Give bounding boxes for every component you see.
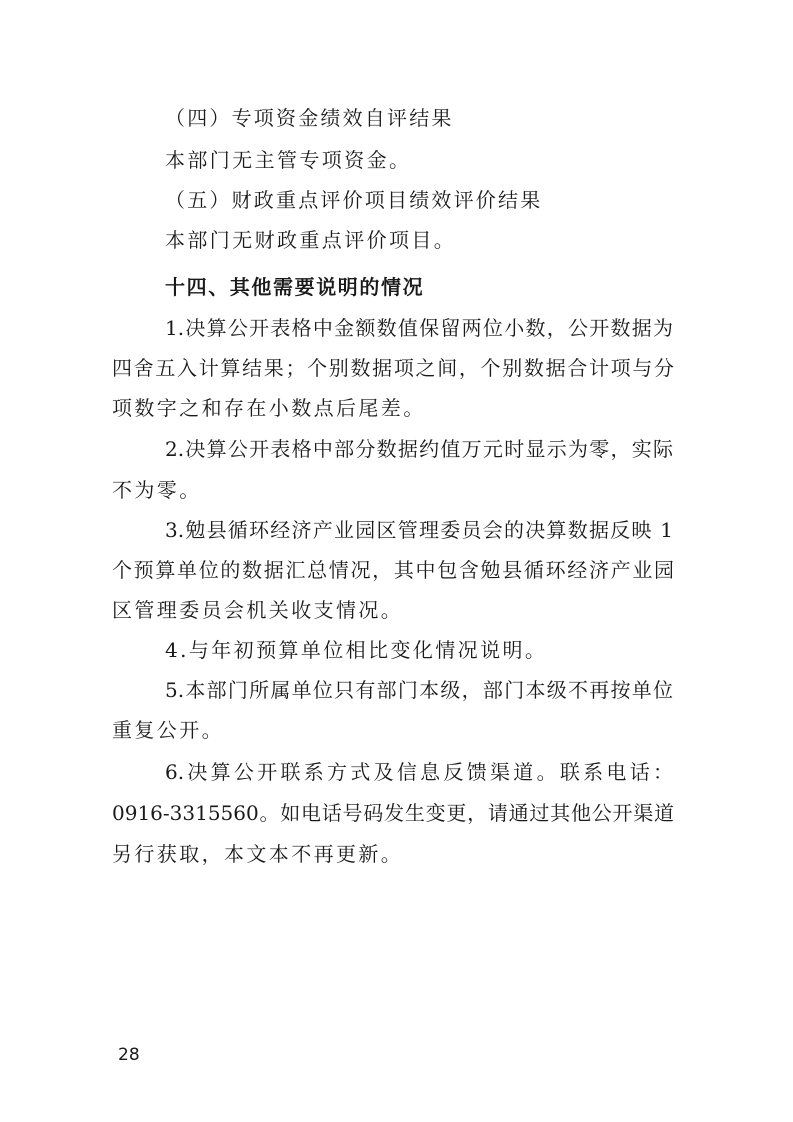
note-line: 个预算单位的数据汇总情况，其中包含勉县循环经济产业园 bbox=[112, 558, 674, 582]
section-14-heading: 十四、其他需要说明的情况 bbox=[165, 275, 425, 299]
note-line: 重复公开。 bbox=[112, 718, 224, 742]
section-4-body: 本部门无主管专项资金。 bbox=[165, 148, 412, 172]
note-line: 0916-3315560。如电话号码发生变更，请通过其他公开渠道 bbox=[112, 801, 674, 825]
section-5-heading: （五）财政重点评价项目绩效评价结果 bbox=[165, 188, 543, 212]
note-line: 项数字之和存在小数点后尾差。 bbox=[112, 396, 426, 420]
note-line: 区管理委员会机关收支情况。 bbox=[112, 598, 404, 622]
note-line: 2.决算公开表格中部分数据约值万元时显示为零，实际 bbox=[165, 437, 673, 461]
section-4-heading: （四）专项资金绩效自评结果 bbox=[165, 106, 454, 130]
note-line: 4.与年初预算单位相比变化情况说明。 bbox=[165, 638, 548, 662]
note-line: 5.本部门所属单位只有部门本级，部门本级不再按单位 bbox=[165, 678, 673, 702]
section-5-body: 本部门无财政重点评价项目。 bbox=[165, 228, 457, 252]
note-line: 1.决算公开表格中金额数值保留两位小数，公开数据为 bbox=[165, 316, 673, 340]
note-line: 3.勉县循环经济产业园区管理委员会的决算数据反映 1 bbox=[165, 518, 673, 542]
note-line: 不为零。 bbox=[112, 478, 202, 502]
note-line: 另行获取，本文本不再更新。 bbox=[112, 842, 404, 866]
page-number: 28 bbox=[118, 1045, 140, 1065]
note-line: 四舍五入计算结果；个别数据项之间，个别数据合计项与分 bbox=[112, 356, 674, 380]
note-line: 6.决算公开联系方式及信息反馈渠道。联系电话： bbox=[165, 760, 673, 784]
